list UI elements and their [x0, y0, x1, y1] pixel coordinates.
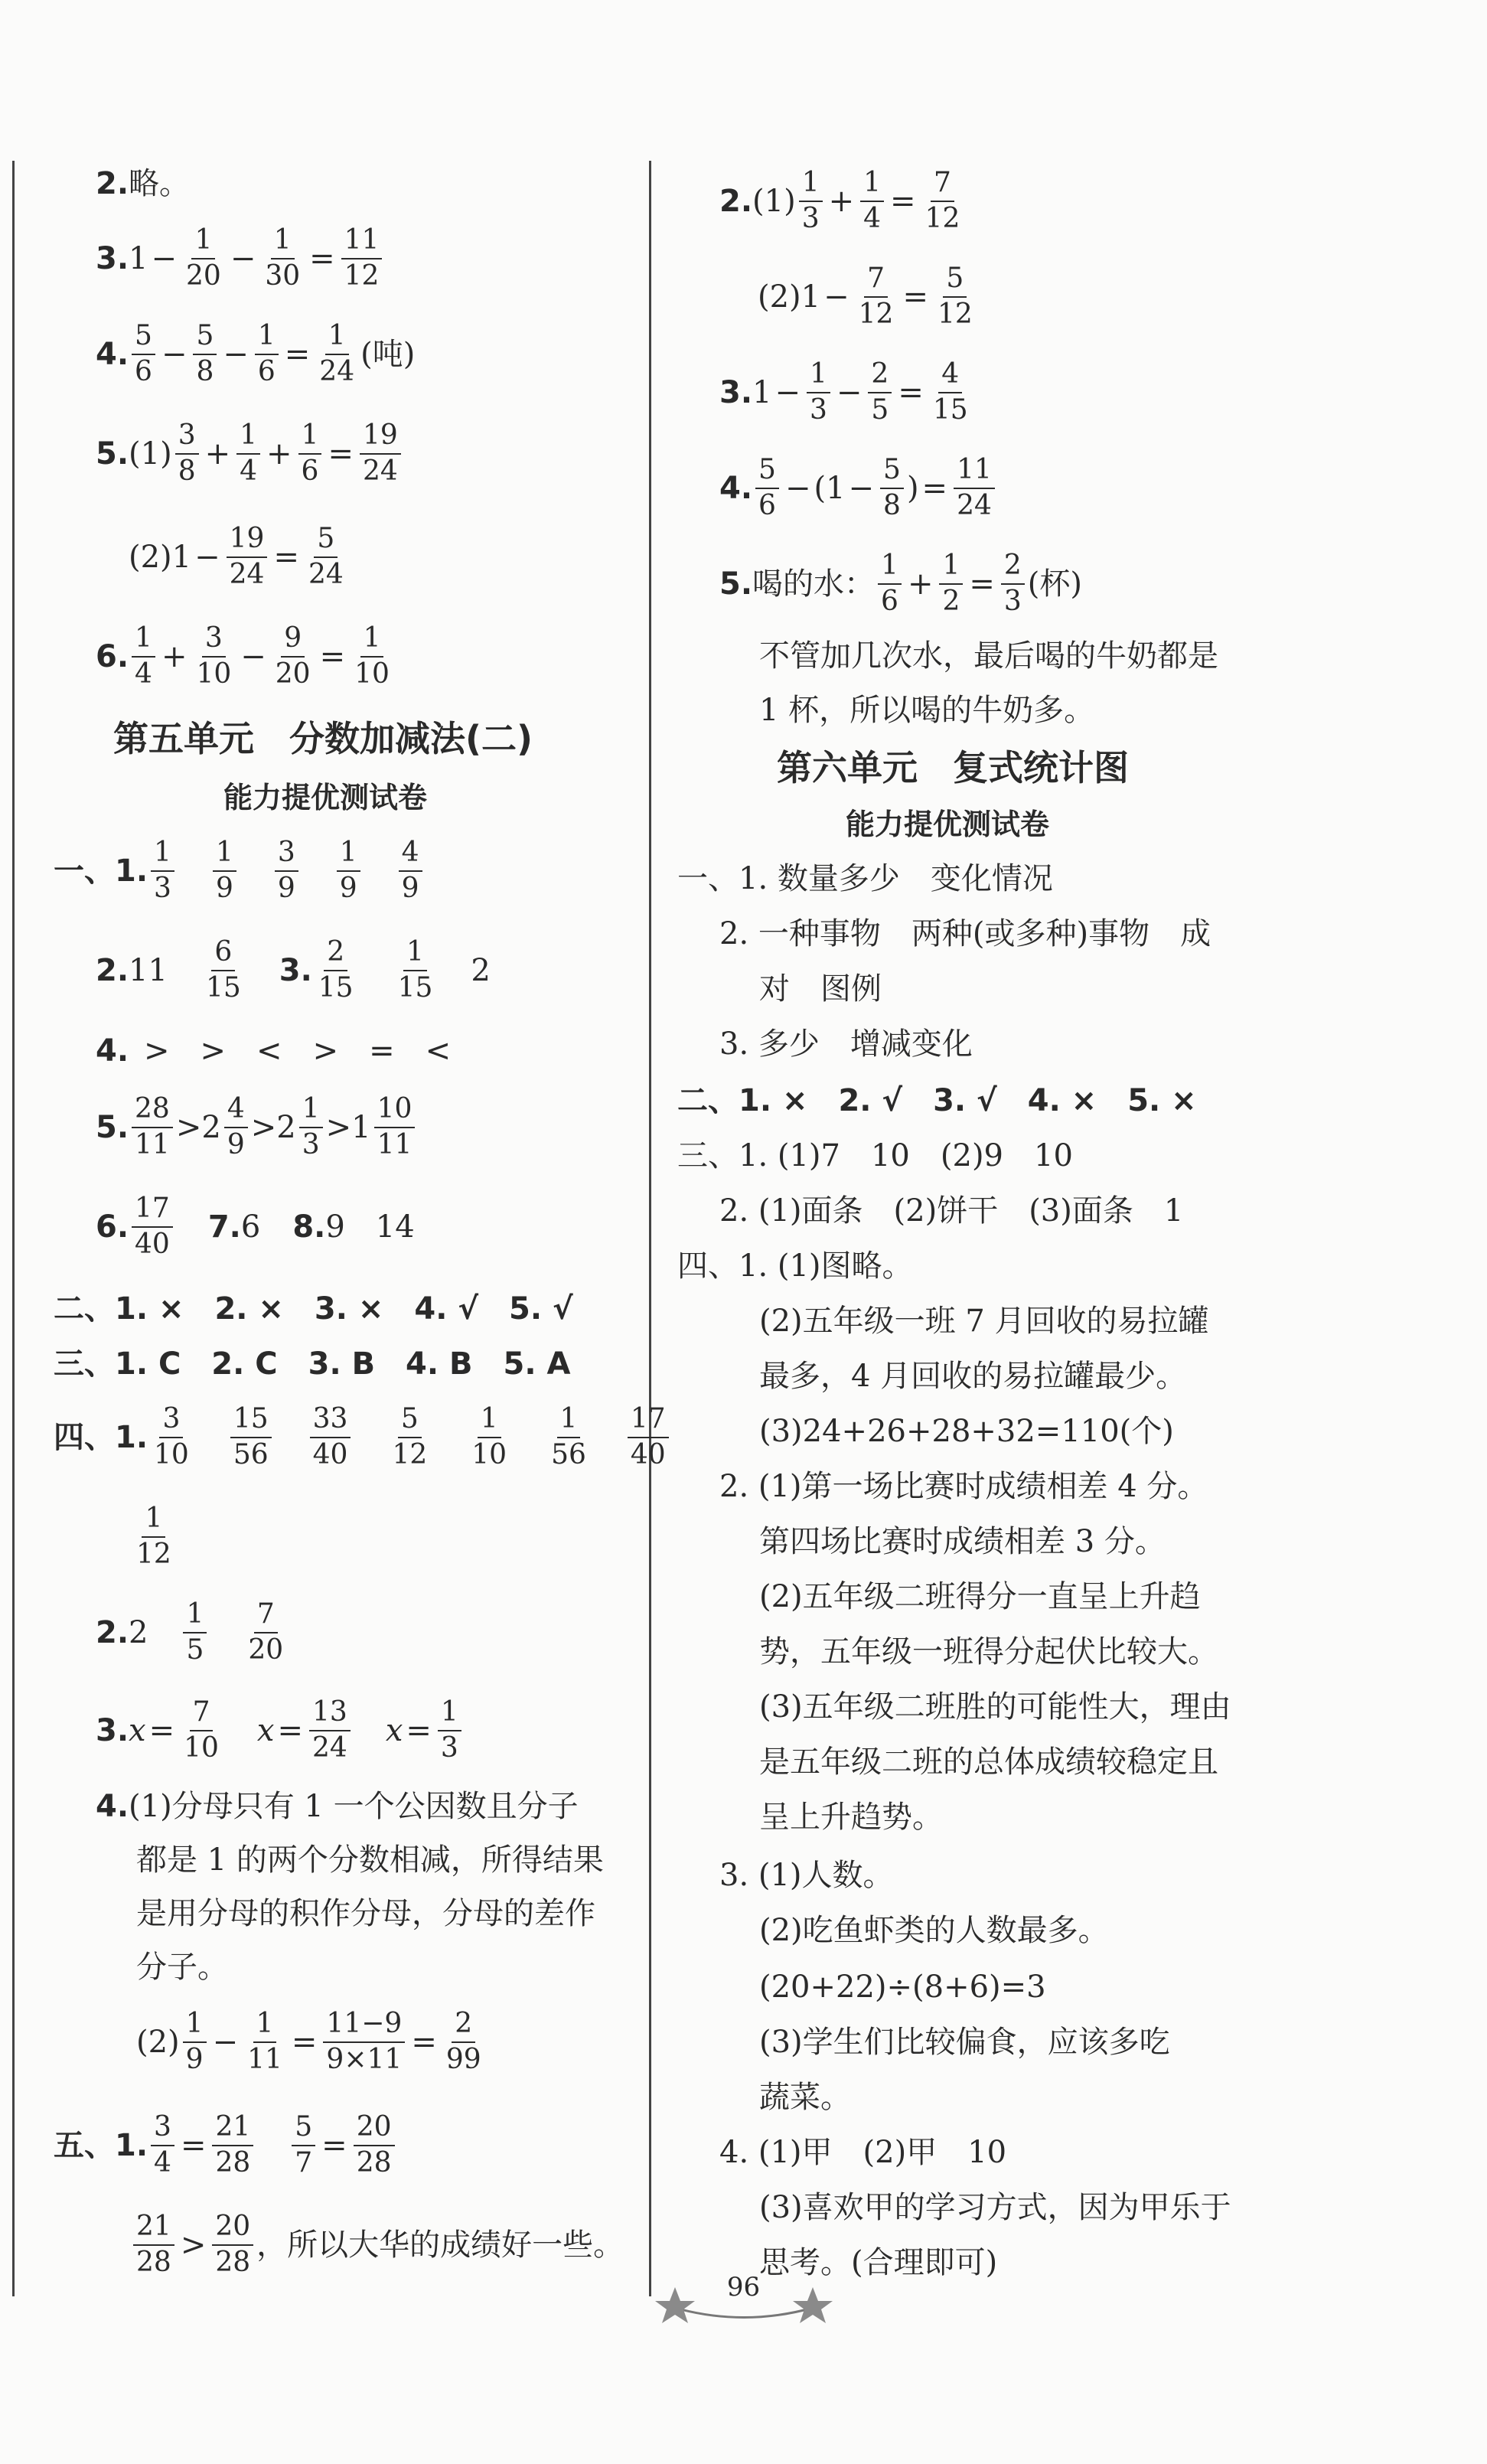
left-margin-rule	[12, 161, 15, 2296]
r-d13: (2)吃鱼虾类的人数最多。	[759, 1913, 1109, 1948]
r-a3: 对 图例	[759, 971, 882, 1007]
section4-q4-line4: 分子。	[136, 1950, 228, 1985]
r-answer-3: 3. 1 − $\frac{1}{3}$ − $\frac{2}{5}$ = $\frac{4}{15}$	[719, 358, 968, 426]
section4-q4-line1: 4. (1)分母只有 1 一个公因数且分子	[96, 1789, 579, 1824]
r-d6: 第四场比赛时成绩相差 3 分。	[759, 1524, 1166, 1559]
r-text-7: 1 杯，所以喝的牛奶多。	[759, 693, 1095, 728]
answer-3-equation: 3. 1 − $\frac{1}{20}$ − $\frac{1}{30}$ = $\frac{11}{12}$	[96, 226, 385, 292]
r-d5: 2. (1)第一场比赛时成绩相差 4 分。	[719, 1469, 1208, 1504]
r-d4: (3)24+26+28+32=110(个)	[759, 1414, 1174, 1449]
r-answer-5: 5. 喝的水： $\frac{1}{6}$ + $\frac{1}{2}$ = $\frac{2}{3}$ (杯)	[719, 550, 1082, 617]
r-d9: (3)五年级二班胜的可能性大，理由	[759, 1689, 1231, 1725]
r-d14: (20+22)÷(8+6)=3	[759, 1970, 1046, 2005]
section5-conclusion: $\frac{21}{28}$ > $\frac{20}{28}$ ，所以大华的成绩好一些。	[130, 2212, 624, 2278]
section1-q6-q8: 6. $\frac{17}{40}$ 7. 6 8. 9 14	[96, 1193, 415, 1260]
answer-5-1-equation: 5. (1) $\frac{3}{8}$ + $\frac{1}{4}$ + $\frac{1}{6}$ = $\frac{19}{24}$	[96, 421, 404, 487]
section4-q3: 3. x = $\frac{7}{10}$ x = $\frac{13}{24}$ x = $\frac{1}{3}$	[96, 1698, 465, 1764]
section4-q1: 四、1. $\frac{3}{10}$ $\frac{15}{56}$ $\frac{33}{40}$ $\frac{5}{12}$ $\frac{1}{10}$ $\frac{1}{56}$ $\frac{17}{40}$	[54, 1405, 672, 1470]
center-column-rule	[649, 161, 651, 2296]
section3-answers: 三、1. C 2. C 3. B 4. B 5. A	[54, 1346, 571, 1382]
section4-q4-line3: 是用分母的积作分母，分母的差作	[136, 1896, 595, 1931]
fraction: $\frac{11}{12}$	[341, 226, 383, 292]
section1-q1: 一、1. $\frac{1}{3}$ $\frac{1}{9}$ $\frac{3}{9}$ $\frac{1}{9}$ $\frac{4}{9}$	[54, 838, 426, 904]
r-answer-4: 4. $\frac{5}{6}$ − (1 − $\frac{5}{8}$ ) = $\frac{11}{24}$	[719, 455, 998, 521]
r-a1: 一、1. 数量多少 变化情况	[677, 861, 1053, 896]
unit6-title: 第六单元 复式统计图	[777, 747, 1129, 788]
r-c1: 三、1. (1)7 10 (2)9 10	[677, 1138, 1073, 1173]
r-d16: 蔬菜。	[759, 2080, 851, 2115]
r-d17: 4. (1)甲 (2)甲 10	[719, 2135, 1007, 2170]
r-answer-2-1: 2. (1) $\frac{1}{3}$ + $\frac{1}{4}$ = $\frac{7}{12}$	[719, 167, 960, 234]
section1-q4: 4. > > < > = <	[96, 1033, 452, 1069]
section1-q5: 5. $\frac{28}{11}$ >2 $\frac{4}{9}$ >2 $\frac{1}{3}$ >1 $\frac{10}{11}$	[96, 1095, 418, 1160]
r-text-6: 不管加几次水，最后喝的牛奶都是	[759, 638, 1218, 674]
page-number: 96	[726, 2272, 761, 2302]
page-footer	[0, 2266, 1487, 2335]
r-answer-2-2: (2) 1 − $\frac{7}{12}$ = $\frac{5}{12}$	[758, 263, 973, 330]
fraction: $\frac{1}{30}$	[265, 224, 301, 292]
r-d19: 思考。(合理即可)	[759, 2245, 998, 2280]
unit5-subtitle: 能力提优测试卷	[223, 781, 428, 814]
answer-6-equation: 6. $\frac{1}{4}$ + $\frac{3}{10}$ − $\frac{9}{20}$ = $\frac{1}{10}$	[96, 622, 390, 690]
section5-q1: 五、1. $\frac{3}{4}$ = $\frac{21}{28}$ $\frac{5}{7}$ = $\frac{20}{28}$	[54, 2113, 398, 2178]
r-d10: 是五年级二班的总体成绩较稳定且	[759, 1744, 1218, 1780]
section4-q4-line2: 都是 1 的两个分数相减，所得结果	[136, 1842, 604, 1878]
r-d1: 四、1. (1)图略。	[677, 1248, 913, 1284]
r-d3: 最多，4 月回收的易拉罐最少。	[759, 1359, 1187, 1394]
section4-q4-sub2-equation: (2) $\frac{1}{9}$ − $\frac{1}{11}$ = $\frac{11-9}{9\times 11}$ = $\frac{2}{99}$	[136, 2008, 481, 2075]
r-d18: (3)喜欢甲的学习方式，因为甲乐于	[759, 2190, 1231, 2225]
unit6-subtitle: 能力提优测试卷	[846, 808, 1050, 841]
r-c2: 2. (1)面条 (2)饼干 (3)面条 1	[719, 1193, 1184, 1229]
answer-4-equation: 4. $\frac{5}{6}$ − $\frac{5}{8}$ − $\frac{1}{6}$ = $\frac{1}{24}$ (吨)	[96, 320, 416, 387]
section1-q2-q3: 2. 11 $\frac{6}{15}$ 3. $\frac{2}{15}$ $\frac{1}{15}$ 2	[96, 936, 491, 1004]
r-d15: (3)学生们比较偏食，应该多吃	[759, 2025, 1170, 2060]
r-a2: 2. 一种事物 两种(或多种)事物 成	[719, 916, 1211, 951]
r-d2: (2)五年级一班 7 月回收的易拉罐	[759, 1304, 1209, 1339]
fraction: $\frac{1}{20}$	[186, 224, 221, 292]
r-d11: 呈上升趋势。	[759, 1800, 943, 1835]
r-d12: 3. (1)人数。	[719, 1858, 894, 1893]
r-a4: 3. 多少 增减变化	[719, 1026, 973, 1062]
answer-2-lue: 2. 略。	[96, 166, 191, 201]
unit5-title: 第五单元 分数加减法(二)	[113, 718, 533, 759]
section4-q1-cont: $\frac{1}{12}$	[136, 1503, 171, 1570]
answer-5-2-equation: (2) 1 − $\frac{19}{24}$ = $\frac{5}{24}$	[129, 523, 344, 590]
section2-answers: 二、1. × 2. × 3. × 4. √ 5. √	[54, 1291, 573, 1327]
r-d8: 势，五年级一班得分起伏比较大。	[759, 1634, 1218, 1669]
section4-q2: 2. 2 $\frac{1}{5}$ $\frac{7}{20}$	[96, 1598, 284, 1666]
r-b1: 二、1. × 2. √ 3. √ 4. × 5. ×	[677, 1083, 1197, 1118]
r-d7: (2)五年级二班得分一直呈上升趋	[759, 1579, 1201, 1614]
